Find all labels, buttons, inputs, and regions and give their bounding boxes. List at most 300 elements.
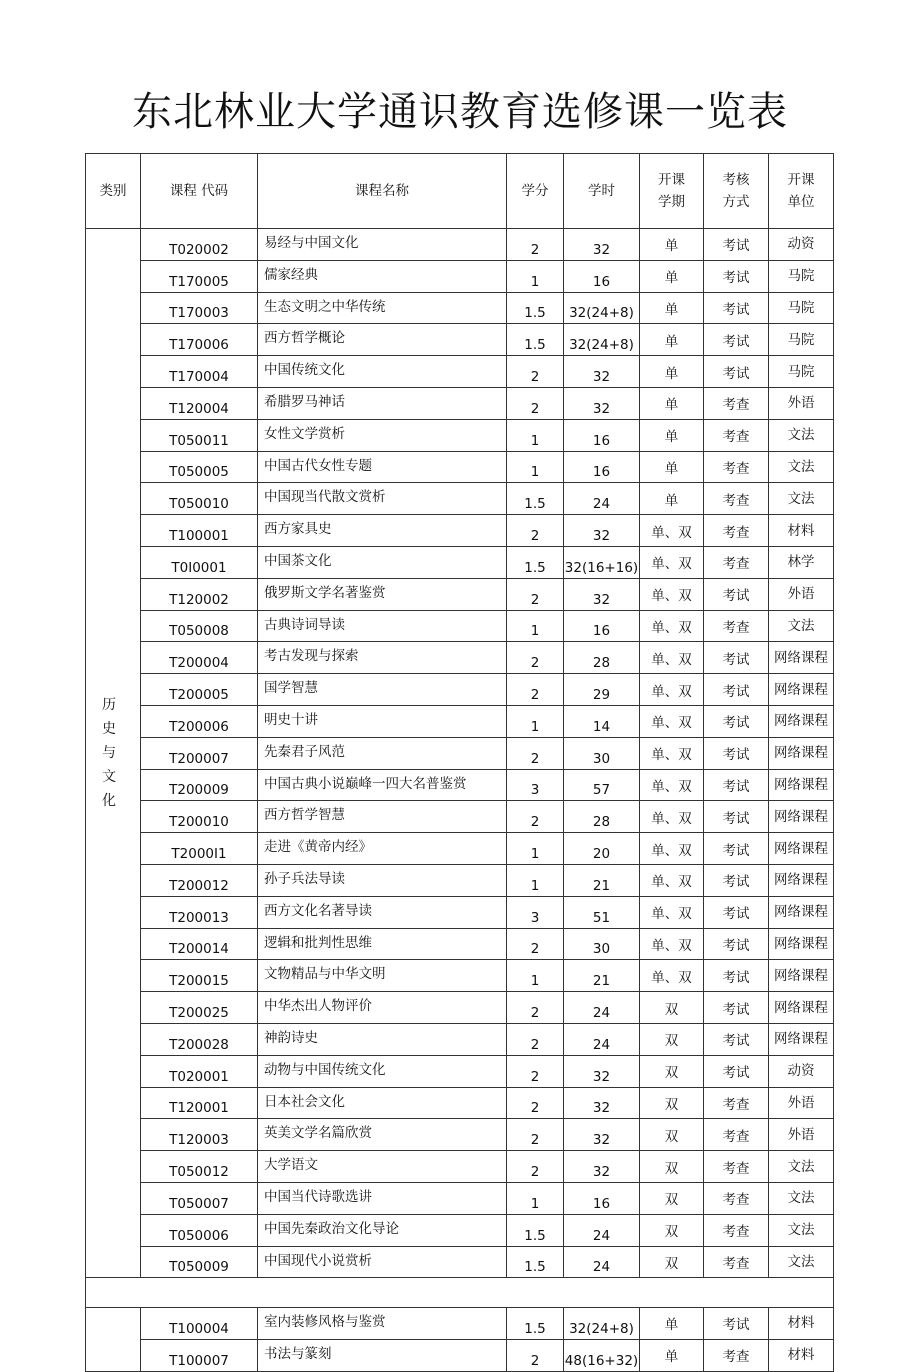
course-hours: 32(24+8) — [564, 292, 640, 324]
course-hours: 16 — [564, 451, 640, 483]
course-semester: 单 — [640, 324, 704, 356]
course-hours: 28 — [564, 642, 640, 674]
course-semester: 双 — [640, 1087, 704, 1119]
table-row — [86, 833, 834, 865]
course-exam: 考试 — [704, 928, 769, 960]
course-dept: 网络课程 — [769, 642, 834, 674]
table-row — [86, 1055, 834, 1087]
header-credits: 学分 — [507, 154, 564, 229]
table-row — [86, 992, 834, 1024]
course-code: T120002 — [141, 578, 258, 610]
course-table — [85, 153, 834, 1372]
course-name: 英美文学名篇欣赏 — [258, 1119, 507, 1151]
course-hours: 16 — [564, 260, 640, 292]
table-row — [86, 801, 834, 833]
course-code: T120001 — [141, 1087, 258, 1119]
course-exam: 考查 — [704, 419, 769, 451]
course-dept: 材料 — [769, 1308, 834, 1340]
course-exam: 考查 — [704, 1339, 769, 1371]
course-semester: 双 — [640, 1182, 704, 1214]
course-dept: 外语 — [769, 578, 834, 610]
course-exam: 考试 — [704, 578, 769, 610]
course-name: 动物与中国传统文化 — [258, 1055, 507, 1087]
category-cell — [86, 1308, 141, 1372]
table-row — [86, 483, 834, 515]
course-name: 中国现当代散文赏析 — [258, 483, 507, 515]
course-hours: 32 — [564, 1087, 640, 1119]
course-name: 先秦君子风范 — [258, 737, 507, 769]
course-hours: 29 — [564, 674, 640, 706]
course-credits: 1 — [507, 833, 564, 865]
course-semester: 单、双 — [640, 705, 704, 737]
course-name: 中国先秦政治文化导论 — [258, 1214, 507, 1246]
table-row — [86, 642, 834, 674]
course-credits: 2 — [507, 356, 564, 388]
header-dept — [769, 154, 834, 229]
course-dept: 马院 — [769, 260, 834, 292]
course-dept: 网络课程 — [769, 737, 834, 769]
table-row — [86, 387, 834, 419]
header-exam — [704, 154, 769, 229]
table-row — [86, 1023, 834, 1055]
course-dept: 文法 — [769, 610, 834, 642]
course-hours: 30 — [564, 737, 640, 769]
course-dept: 外语 — [769, 1087, 834, 1119]
course-hours: 21 — [564, 960, 640, 992]
course-hours: 24 — [564, 1214, 640, 1246]
table-row — [86, 610, 834, 642]
course-semester: 双 — [640, 1151, 704, 1183]
course-code: T120004 — [141, 387, 258, 419]
course-exam: 考试 — [704, 833, 769, 865]
course-name: 西方哲学概论 — [258, 324, 507, 356]
course-semester: 单 — [640, 260, 704, 292]
course-name: 明史十讲 — [258, 705, 507, 737]
course-dept: 文法 — [769, 483, 834, 515]
course-credits: 2 — [507, 801, 564, 833]
course-exam: 考查 — [704, 1182, 769, 1214]
course-name: 中国传统文化 — [258, 356, 507, 388]
course-credits: 2 — [507, 928, 564, 960]
course-code: T200012 — [141, 864, 258, 896]
course-hours: 24 — [564, 483, 640, 515]
header-category: 类别 — [86, 154, 141, 229]
table-row — [86, 1087, 834, 1119]
course-hours: 14 — [564, 705, 640, 737]
course-exam: 考查 — [704, 451, 769, 483]
course-name: 文物精品与中华文明 — [258, 960, 507, 992]
course-dept: 网络课程 — [769, 1023, 834, 1055]
course-name: 儒家经典 — [258, 260, 507, 292]
table-row — [86, 1339, 834, 1371]
course-name: 女性文学赏析 — [258, 419, 507, 451]
course-code: T200025 — [141, 992, 258, 1024]
course-hours: 32 — [564, 515, 640, 547]
course-dept: 网络课程 — [769, 896, 834, 928]
course-code: T2000I1 — [141, 833, 258, 865]
course-name: 中华杰出人物评价 — [258, 992, 507, 1024]
course-name: 考古发现与探索 — [258, 642, 507, 674]
group-separator — [86, 1278, 834, 1308]
course-name: 书法与篆刻 — [258, 1339, 507, 1371]
course-semester: 双 — [640, 1246, 704, 1278]
course-name: 大学语文 — [258, 1151, 507, 1183]
table-row — [86, 1119, 834, 1151]
table-row — [86, 769, 834, 801]
course-exam: 考试 — [704, 1055, 769, 1087]
course-dept: 文法 — [769, 1214, 834, 1246]
course-credits: 2 — [507, 1151, 564, 1183]
table-row — [86, 1246, 834, 1278]
table-row — [86, 229, 834, 261]
header-semester — [640, 154, 704, 229]
course-hours: 20 — [564, 833, 640, 865]
course-code: T100001 — [141, 515, 258, 547]
course-name: 中国现代小说赏析 — [258, 1246, 507, 1278]
course-exam: 考试 — [704, 737, 769, 769]
course-semester: 双 — [640, 992, 704, 1024]
course-hours: 24 — [564, 1246, 640, 1278]
course-exam: 考查 — [704, 546, 769, 578]
course-semester: 单、双 — [640, 801, 704, 833]
course-semester: 单、双 — [640, 769, 704, 801]
course-dept: 文法 — [769, 1246, 834, 1278]
table-row — [86, 737, 834, 769]
course-name: 俄罗斯文学名著鉴赏 — [258, 578, 507, 610]
table-row — [86, 960, 834, 992]
course-dept: 网络课程 — [769, 833, 834, 865]
table-row — [86, 864, 834, 896]
course-code: T050006 — [141, 1214, 258, 1246]
course-credits: 2 — [507, 387, 564, 419]
course-credits: 1 — [507, 960, 564, 992]
course-code: T020002 — [141, 229, 258, 261]
course-semester: 单、双 — [640, 928, 704, 960]
course-code: T200014 — [141, 928, 258, 960]
course-code: T170006 — [141, 324, 258, 356]
course-dept: 马院 — [769, 324, 834, 356]
course-credits: 3 — [507, 896, 564, 928]
course-name: 中国当代诗歌选讲 — [258, 1182, 507, 1214]
group-separator-cell — [86, 1278, 834, 1308]
course-hours: 32(24+8) — [564, 324, 640, 356]
course-exam: 考试 — [704, 1308, 769, 1340]
header-hours: 学时 — [564, 154, 640, 229]
course-semester: 单、双 — [640, 578, 704, 610]
course-hours: 57 — [564, 769, 640, 801]
course-name: 室内装修风格与鉴赏 — [258, 1308, 507, 1340]
course-semester: 单 — [640, 292, 704, 324]
course-credits: 1.5 — [507, 546, 564, 578]
course-credits: 1 — [507, 864, 564, 896]
course-code: T200013 — [141, 896, 258, 928]
course-code: T170004 — [141, 356, 258, 388]
course-hours: 32 — [564, 387, 640, 419]
table-row — [86, 578, 834, 610]
course-exam: 考查 — [704, 1087, 769, 1119]
page-title: 东北林业大学通识教育选修课一览表 — [132, 89, 788, 135]
course-semester: 双 — [640, 1055, 704, 1087]
course-dept: 马院 — [769, 292, 834, 324]
course-exam: 考查 — [704, 483, 769, 515]
table-row — [86, 515, 834, 547]
course-hours: 32 — [564, 1055, 640, 1087]
course-dept: 动资 — [769, 229, 834, 261]
course-credits: 1 — [507, 419, 564, 451]
course-semester: 单 — [640, 356, 704, 388]
course-semester: 单、双 — [640, 864, 704, 896]
course-semester: 单、双 — [640, 546, 704, 578]
course-credits: 1 — [507, 260, 564, 292]
course-hours: 32(16+16) — [564, 546, 640, 578]
course-name: 逻辑和批判性思维 — [258, 928, 507, 960]
course-dept: 材料 — [769, 1339, 834, 1371]
course-exam: 考查 — [704, 1151, 769, 1183]
course-dept: 网络课程 — [769, 960, 834, 992]
table-row — [86, 356, 834, 388]
table-row — [86, 451, 834, 483]
course-code: T050012 — [141, 1151, 258, 1183]
course-semester: 单 — [640, 229, 704, 261]
course-dept: 文法 — [769, 451, 834, 483]
course-code: T0I0001 — [141, 546, 258, 578]
course-semester: 单、双 — [640, 960, 704, 992]
course-semester: 单、双 — [640, 737, 704, 769]
course-code: T050005 — [141, 451, 258, 483]
course-dept: 文法 — [769, 1182, 834, 1214]
course-code: T200004 — [141, 642, 258, 674]
course-credits: 1.5 — [507, 1308, 564, 1340]
course-exam: 考试 — [704, 674, 769, 706]
course-exam: 考查 — [704, 1246, 769, 1278]
course-dept: 外语 — [769, 387, 834, 419]
table-body — [86, 229, 834, 1372]
course-code: T050011 — [141, 419, 258, 451]
course-semester: 双 — [640, 1023, 704, 1055]
course-name: 希腊罗马神话 — [258, 387, 507, 419]
course-semester: 单 — [640, 483, 704, 515]
course-exam: 考试 — [704, 324, 769, 356]
course-credits: 2 — [507, 1119, 564, 1151]
table-header-row — [86, 154, 834, 229]
table-row — [86, 1182, 834, 1214]
course-semester: 单 — [640, 419, 704, 451]
course-hours: 28 — [564, 801, 640, 833]
course-credits: 2 — [507, 229, 564, 261]
course-code: T200015 — [141, 960, 258, 992]
course-code: T100004 — [141, 1308, 258, 1340]
header-semester-label: 开课学期 — [658, 172, 685, 210]
table-row — [86, 705, 834, 737]
table-row — [86, 674, 834, 706]
course-exam: 考试 — [704, 801, 769, 833]
course-dept: 网络课程 — [769, 992, 834, 1024]
category-label: 历 史 与 文 化 — [102, 697, 124, 810]
table-row — [86, 1151, 834, 1183]
course-dept: 网络课程 — [769, 769, 834, 801]
course-code: T050009 — [141, 1246, 258, 1278]
course-hours: 16 — [564, 610, 640, 642]
course-credits: 2 — [507, 1023, 564, 1055]
course-hours: 16 — [564, 419, 640, 451]
course-hours: 32 — [564, 229, 640, 261]
course-credits: 3 — [507, 769, 564, 801]
course-name: 日本社会文化 — [258, 1087, 507, 1119]
course-exam: 考试 — [704, 705, 769, 737]
course-dept: 网络课程 — [769, 801, 834, 833]
course-exam: 考试 — [704, 960, 769, 992]
course-hours: 32 — [564, 578, 640, 610]
course-hours: 51 — [564, 896, 640, 928]
course-credits: 1.5 — [507, 292, 564, 324]
table-row — [86, 928, 834, 960]
header-code: 课程 代码 — [141, 154, 258, 229]
course-code: T200009 — [141, 769, 258, 801]
course-name: 古典诗词导读 — [258, 610, 507, 642]
course-dept: 网络课程 — [769, 864, 834, 896]
category-cell — [86, 229, 141, 1278]
course-dept: 文法 — [769, 419, 834, 451]
table-row — [86, 260, 834, 292]
course-name: 西方家具史 — [258, 515, 507, 547]
course-code: T200007 — [141, 737, 258, 769]
course-dept: 网络课程 — [769, 705, 834, 737]
course-credits: 1.5 — [507, 1246, 564, 1278]
header-exam-label: 考核方式 — [722, 172, 750, 210]
course-code: T170005 — [141, 260, 258, 292]
course-exam: 考试 — [704, 292, 769, 324]
course-semester: 单 — [640, 1308, 704, 1340]
course-code: T200006 — [141, 705, 258, 737]
header-dept-label: 开课单位 — [787, 172, 815, 210]
table-row — [86, 324, 834, 356]
course-code: T200010 — [141, 801, 258, 833]
course-name: 生态文明之中华传统 — [258, 292, 507, 324]
course-semester: 单、双 — [640, 896, 704, 928]
course-name: 西方文化名著导读 — [258, 896, 507, 928]
course-credits: 2 — [507, 1055, 564, 1087]
course-exam: 考试 — [704, 356, 769, 388]
course-dept: 外语 — [769, 1119, 834, 1151]
course-dept: 文法 — [769, 1151, 834, 1183]
course-code: T200028 — [141, 1023, 258, 1055]
course-hours: 21 — [564, 864, 640, 896]
course-name: 易经与中国文化 — [258, 229, 507, 261]
course-name: 中国茶文化 — [258, 546, 507, 578]
course-credits: 1 — [507, 705, 564, 737]
course-credits: 1.5 — [507, 483, 564, 515]
course-hours: 24 — [564, 1023, 640, 1055]
course-exam: 考查 — [704, 610, 769, 642]
course-hours: 30 — [564, 928, 640, 960]
course-exam: 考试 — [704, 864, 769, 896]
course-hours: 32(24+8) — [564, 1308, 640, 1340]
course-name: 中国古典小说巅峰一四大名普鉴赏 — [258, 769, 507, 801]
course-exam: 考查 — [704, 1214, 769, 1246]
course-code: T020001 — [141, 1055, 258, 1087]
course-hours: 48(16+32) — [564, 1339, 640, 1371]
course-credits: 1 — [507, 451, 564, 483]
table-row — [86, 292, 834, 324]
course-semester: 单、双 — [640, 642, 704, 674]
course-semester: 单、双 — [640, 515, 704, 547]
course-code: T120003 — [141, 1119, 258, 1151]
course-hours: 32 — [564, 1151, 640, 1183]
course-code: T050010 — [141, 483, 258, 515]
table-row — [86, 546, 834, 578]
course-semester: 单 — [640, 1339, 704, 1371]
course-semester: 双 — [640, 1119, 704, 1151]
course-exam: 考试 — [704, 769, 769, 801]
course-exam: 考试 — [704, 1023, 769, 1055]
course-credits: 2 — [507, 515, 564, 547]
course-exam: 考查 — [704, 1119, 769, 1151]
course-hours: 32 — [564, 1119, 640, 1151]
course-credits: 1.5 — [507, 1214, 564, 1246]
course-credits: 2 — [507, 674, 564, 706]
course-code: T050007 — [141, 1182, 258, 1214]
course-credits: 2 — [507, 992, 564, 1024]
course-code: T170003 — [141, 292, 258, 324]
course-exam: 考试 — [704, 992, 769, 1024]
table-row — [86, 1308, 834, 1340]
course-exam: 考试 — [704, 896, 769, 928]
course-semester: 单 — [640, 451, 704, 483]
course-semester: 双 — [640, 1214, 704, 1246]
course-code: T200005 — [141, 674, 258, 706]
course-hours: 24 — [564, 992, 640, 1024]
course-dept: 林学 — [769, 546, 834, 578]
course-semester: 单、双 — [640, 833, 704, 865]
course-name: 西方哲学智慧 — [258, 801, 507, 833]
header-name: 课程名称 — [258, 154, 507, 229]
course-credits: 2 — [507, 737, 564, 769]
course-credits: 1 — [507, 610, 564, 642]
course-credits: 2 — [507, 578, 564, 610]
course-exam: 考试 — [704, 642, 769, 674]
course-dept: 材料 — [769, 515, 834, 547]
course-credits: 1 — [507, 1182, 564, 1214]
course-credits: 2 — [507, 1339, 564, 1371]
course-semester: 单、双 — [640, 610, 704, 642]
course-credits: 1.5 — [507, 324, 564, 356]
course-dept: 马院 — [769, 356, 834, 388]
table-row — [86, 419, 834, 451]
course-hours: 16 — [564, 1182, 640, 1214]
course-credits: 2 — [507, 1087, 564, 1119]
course-name: 神韵诗史 — [258, 1023, 507, 1055]
course-credits: 2 — [507, 642, 564, 674]
course-dept: 网络课程 — [769, 674, 834, 706]
course-code: T100007 — [141, 1339, 258, 1371]
course-code: T050008 — [141, 610, 258, 642]
course-name: 中国古代女性专题 — [258, 451, 507, 483]
course-name: 走进《黄帝内经》 — [258, 833, 507, 865]
course-name: 孙子兵法导读 — [258, 864, 507, 896]
course-exam: 考查 — [704, 515, 769, 547]
course-hours: 32 — [564, 356, 640, 388]
table-row — [86, 1214, 834, 1246]
course-dept: 网络课程 — [769, 928, 834, 960]
course-exam: 考查 — [704, 387, 769, 419]
course-exam: 考试 — [704, 260, 769, 292]
course-name: 国学智慧 — [258, 674, 507, 706]
course-semester: 单、双 — [640, 674, 704, 706]
course-dept: 动资 — [769, 1055, 834, 1087]
table-row — [86, 896, 834, 928]
course-exam: 考试 — [704, 229, 769, 261]
course-semester: 单 — [640, 387, 704, 419]
